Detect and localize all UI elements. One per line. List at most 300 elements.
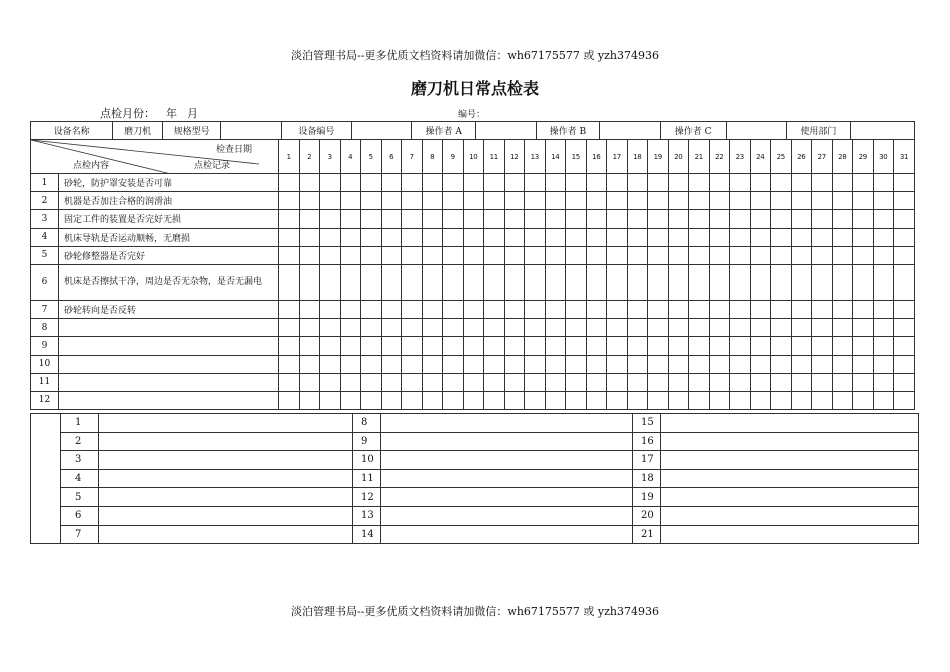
check-cell[interactable] [320,210,341,228]
check-cell[interactable] [586,337,607,355]
check-cell[interactable] [873,391,894,409]
check-cell[interactable] [730,391,751,409]
check-cell[interactable] [504,319,525,337]
check-cell[interactable] [668,264,689,300]
check-cell[interactable] [668,246,689,264]
check-cell[interactable] [853,174,874,192]
note-field[interactable] [381,469,633,488]
check-cell[interactable] [340,264,361,300]
check-cell[interactable] [586,174,607,192]
check-cell[interactable] [279,355,300,373]
check-cell[interactable] [443,228,464,246]
check-cell[interactable] [545,355,566,373]
check-cell[interactable] [504,337,525,355]
check-cell[interactable] [422,192,443,210]
check-cell[interactable] [750,246,771,264]
check-cell[interactable] [525,337,546,355]
check-cell[interactable] [689,174,710,192]
note-field[interactable] [661,451,919,470]
check-cell[interactable] [504,174,525,192]
check-cell[interactable] [894,246,915,264]
check-cell[interactable] [299,228,320,246]
check-cell[interactable] [894,228,915,246]
note-field[interactable] [661,469,919,488]
check-cell[interactable] [771,246,792,264]
check-cell[interactable] [668,373,689,391]
check-cell[interactable] [279,264,300,300]
check-cell[interactable] [689,192,710,210]
check-cell[interactable] [730,264,751,300]
check-cell[interactable] [627,300,648,318]
check-cell[interactable] [730,174,751,192]
check-cell[interactable] [566,391,587,409]
check-cell[interactable] [812,355,833,373]
check-cell[interactable] [894,210,915,228]
check-cell[interactable] [402,337,423,355]
check-cell[interactable] [730,300,751,318]
check-cell[interactable] [340,337,361,355]
check-cell[interactable] [443,264,464,300]
check-cell[interactable] [771,174,792,192]
check-cell[interactable] [504,264,525,300]
check-cell[interactable] [586,373,607,391]
check-cell[interactable] [771,355,792,373]
check-cell[interactable] [484,174,505,192]
check-cell[interactable] [463,300,484,318]
check-cell[interactable] [566,264,587,300]
equipment-no-value[interactable] [351,122,412,139]
check-cell[interactable] [607,174,628,192]
check-cell[interactable] [484,373,505,391]
check-cell[interactable] [402,319,423,337]
check-cell[interactable] [812,319,833,337]
check-cell[interactable] [873,174,894,192]
check-cell[interactable] [709,210,730,228]
check-cell[interactable] [545,174,566,192]
check-cell[interactable] [525,300,546,318]
check-cell[interactable] [832,373,853,391]
check-cell[interactable] [566,210,587,228]
note-field[interactable] [99,506,353,525]
check-cell[interactable] [361,174,382,192]
check-cell[interactable] [812,174,833,192]
check-cell[interactable] [812,337,833,355]
check-cell[interactable] [586,210,607,228]
check-cell[interactable] [340,174,361,192]
check-cell[interactable] [832,174,853,192]
check-cell[interactable] [402,210,423,228]
check-cell[interactable] [689,373,710,391]
check-cell[interactable] [381,355,402,373]
check-cell[interactable] [320,192,341,210]
check-cell[interactable] [791,355,812,373]
check-cell[interactable] [832,319,853,337]
check-cell[interactable] [381,264,402,300]
check-cell[interactable] [279,174,300,192]
check-cell[interactable] [730,192,751,210]
check-cell[interactable] [873,210,894,228]
check-cell[interactable] [832,355,853,373]
check-cell[interactable] [791,246,812,264]
check-cell[interactable] [463,192,484,210]
note-field[interactable] [381,432,633,451]
check-cell[interactable] [463,174,484,192]
check-cell[interactable] [402,373,423,391]
check-cell[interactable] [504,355,525,373]
check-cell[interactable] [791,174,812,192]
check-cell[interactable] [443,300,464,318]
note-field[interactable] [381,506,633,525]
check-cell[interactable] [668,355,689,373]
check-cell[interactable] [566,355,587,373]
check-cell[interactable] [463,337,484,355]
check-cell[interactable] [463,246,484,264]
check-cell[interactable] [730,319,751,337]
check-cell[interactable] [668,337,689,355]
check-cell[interactable] [750,391,771,409]
check-cell[interactable] [361,246,382,264]
check-cell[interactable] [320,337,341,355]
check-cell[interactable] [402,355,423,373]
check-cell[interactable] [853,210,874,228]
check-cell[interactable] [463,210,484,228]
check-cell[interactable] [873,264,894,300]
check-cell[interactable] [361,391,382,409]
check-cell[interactable] [545,373,566,391]
check-cell[interactable] [853,391,874,409]
check-cell[interactable] [873,337,894,355]
check-cell[interactable] [279,210,300,228]
check-cell[interactable] [873,228,894,246]
check-cell[interactable] [525,319,546,337]
check-cell[interactable] [853,319,874,337]
note-field[interactable] [99,525,353,544]
check-cell[interactable] [299,264,320,300]
check-cell[interactable] [668,192,689,210]
check-cell[interactable] [709,319,730,337]
check-cell[interactable] [648,246,669,264]
check-cell[interactable] [668,210,689,228]
check-cell[interactable] [381,300,402,318]
check-cell[interactable] [648,192,669,210]
check-cell[interactable] [812,228,833,246]
check-cell[interactable] [853,337,874,355]
check-cell[interactable] [730,337,751,355]
check-cell[interactable] [504,192,525,210]
note-field[interactable] [99,451,353,470]
check-cell[interactable] [791,319,812,337]
check-cell[interactable] [320,174,341,192]
check-cell[interactable] [607,300,628,318]
check-cell[interactable] [443,174,464,192]
check-cell[interactable] [771,264,792,300]
check-cell[interactable] [750,264,771,300]
check-cell[interactable] [566,337,587,355]
check-cell[interactable] [299,337,320,355]
check-cell[interactable] [607,373,628,391]
check-cell[interactable] [279,228,300,246]
check-cell[interactable] [463,264,484,300]
check-cell[interactable] [443,391,464,409]
check-cell[interactable] [320,246,341,264]
check-cell[interactable] [750,300,771,318]
check-cell[interactable] [627,319,648,337]
check-cell[interactable] [586,391,607,409]
note-field[interactable] [661,488,919,507]
check-cell[interactable] [832,264,853,300]
check-cell[interactable] [525,373,546,391]
check-cell[interactable] [812,246,833,264]
check-cell[interactable] [791,373,812,391]
check-cell[interactable] [627,246,648,264]
check-cell[interactable] [853,264,874,300]
check-cell[interactable] [279,319,300,337]
check-cell[interactable] [873,192,894,210]
check-cell[interactable] [791,391,812,409]
check-cell[interactable] [791,337,812,355]
check-cell[interactable] [709,355,730,373]
check-cell[interactable] [504,373,525,391]
note-field[interactable] [661,506,919,525]
check-cell[interactable] [812,391,833,409]
check-cell[interactable] [443,210,464,228]
check-cell[interactable] [607,210,628,228]
check-cell[interactable] [545,246,566,264]
check-cell[interactable] [709,300,730,318]
check-cell[interactable] [525,355,546,373]
check-cell[interactable] [484,228,505,246]
note-field[interactable] [99,469,353,488]
check-cell[interactable] [894,373,915,391]
check-cell[interactable] [361,192,382,210]
check-cell[interactable] [402,391,423,409]
check-cell[interactable] [812,192,833,210]
check-cell[interactable] [607,355,628,373]
check-cell[interactable] [299,246,320,264]
note-field[interactable] [661,432,919,451]
check-cell[interactable] [648,337,669,355]
note-field[interactable] [99,414,353,433]
check-cell[interactable] [750,319,771,337]
check-cell[interactable] [627,337,648,355]
check-cell[interactable] [771,210,792,228]
check-cell[interactable] [730,210,751,228]
check-cell[interactable] [504,228,525,246]
check-cell[interactable] [586,192,607,210]
check-cell[interactable] [709,228,730,246]
check-cell[interactable] [894,264,915,300]
check-cell[interactable] [422,174,443,192]
check-cell[interactable] [730,373,751,391]
operator-c-value[interactable] [726,122,787,139]
check-cell[interactable] [627,373,648,391]
check-cell[interactable] [689,228,710,246]
check-cell[interactable] [709,246,730,264]
check-cell[interactable] [381,246,402,264]
check-cell[interactable] [812,210,833,228]
check-cell[interactable] [381,174,402,192]
check-cell[interactable] [299,373,320,391]
check-cell[interactable] [791,228,812,246]
check-cell[interactable] [750,355,771,373]
check-cell[interactable] [422,373,443,391]
check-cell[interactable] [832,300,853,318]
note-field[interactable] [381,488,633,507]
check-cell[interactable] [648,373,669,391]
check-cell[interactable] [525,228,546,246]
check-cell[interactable] [279,246,300,264]
check-cell[interactable] [402,192,423,210]
check-cell[interactable] [832,210,853,228]
check-cell[interactable] [812,264,833,300]
check-cell[interactable] [709,264,730,300]
note-field[interactable] [99,488,353,507]
check-cell[interactable] [381,319,402,337]
check-cell[interactable] [361,355,382,373]
check-cell[interactable] [340,300,361,318]
check-cell[interactable] [648,319,669,337]
check-cell[interactable] [566,174,587,192]
check-cell[interactable] [299,391,320,409]
check-cell[interactable] [463,355,484,373]
check-cell[interactable] [279,300,300,318]
check-cell[interactable] [525,391,546,409]
note-field[interactable] [381,414,633,433]
check-cell[interactable] [894,319,915,337]
check-cell[interactable] [730,355,751,373]
check-cell[interactable] [771,373,792,391]
check-cell[interactable] [443,319,464,337]
check-cell[interactable] [689,264,710,300]
check-cell[interactable] [299,192,320,210]
check-cell[interactable] [853,228,874,246]
check-cell[interactable] [648,174,669,192]
check-cell[interactable] [340,391,361,409]
check-cell[interactable] [873,300,894,318]
check-cell[interactable] [832,228,853,246]
check-cell[interactable] [853,192,874,210]
check-cell[interactable] [361,319,382,337]
check-cell[interactable] [422,300,443,318]
check-cell[interactable] [299,174,320,192]
check-cell[interactable] [832,337,853,355]
check-cell[interactable] [894,355,915,373]
check-cell[interactable] [484,319,505,337]
check-cell[interactable] [422,246,443,264]
note-field[interactable] [661,414,919,433]
check-cell[interactable] [812,300,833,318]
check-cell[interactable] [504,210,525,228]
check-cell[interactable] [545,210,566,228]
check-cell[interactable] [443,373,464,391]
check-cell[interactable] [607,264,628,300]
check-cell[interactable] [299,355,320,373]
check-cell[interactable] [443,192,464,210]
check-cell[interactable] [484,300,505,318]
check-cell[interactable] [750,228,771,246]
check-cell[interactable] [422,210,443,228]
check-cell[interactable] [586,355,607,373]
check-cell[interactable] [607,391,628,409]
check-cell[interactable] [689,319,710,337]
check-cell[interactable] [668,174,689,192]
check-cell[interactable] [484,246,505,264]
check-cell[interactable] [853,355,874,373]
check-cell[interactable] [627,210,648,228]
check-cell[interactable] [340,228,361,246]
check-cell[interactable] [361,264,382,300]
check-cell[interactable] [484,192,505,210]
check-cell[interactable] [894,391,915,409]
check-cell[interactable] [894,337,915,355]
check-cell[interactable] [484,264,505,300]
check-cell[interactable] [279,373,300,391]
note-field[interactable] [381,525,633,544]
check-cell[interactable] [381,391,402,409]
check-cell[interactable] [340,319,361,337]
check-cell[interactable] [340,210,361,228]
check-cell[interactable] [627,355,648,373]
check-cell[interactable] [791,300,812,318]
check-cell[interactable] [504,246,525,264]
check-cell[interactable] [566,246,587,264]
check-cell[interactable] [586,264,607,300]
check-cell[interactable] [689,246,710,264]
check-cell[interactable] [361,210,382,228]
check-cell[interactable] [381,210,402,228]
check-cell[interactable] [771,391,792,409]
check-cell[interactable] [320,355,341,373]
check-cell[interactable] [484,355,505,373]
check-cell[interactable] [648,264,669,300]
check-cell[interactable] [525,264,546,300]
check-cell[interactable] [791,192,812,210]
check-cell[interactable] [648,391,669,409]
check-cell[interactable] [422,264,443,300]
check-cell[interactable] [771,337,792,355]
check-cell[interactable] [668,319,689,337]
check-cell[interactable] [709,373,730,391]
check-cell[interactable] [320,264,341,300]
check-cell[interactable] [525,210,546,228]
check-cell[interactable] [525,174,546,192]
check-cell[interactable] [709,192,730,210]
check-cell[interactable] [320,373,341,391]
check-cell[interactable] [361,300,382,318]
check-cell[interactable] [586,246,607,264]
check-cell[interactable] [771,192,792,210]
check-cell[interactable] [545,192,566,210]
operator-a-value[interactable] [475,122,536,139]
check-cell[interactable] [668,300,689,318]
check-cell[interactable] [422,355,443,373]
check-cell[interactable] [504,391,525,409]
check-cell[interactable] [689,300,710,318]
check-cell[interactable] [627,391,648,409]
check-cell[interactable] [566,228,587,246]
check-cell[interactable] [504,300,525,318]
check-cell[interactable] [545,264,566,300]
check-cell[interactable] [627,192,648,210]
check-cell[interactable] [730,228,751,246]
check-cell[interactable] [689,210,710,228]
check-cell[interactable] [463,373,484,391]
check-cell[interactable] [422,228,443,246]
check-cell[interactable] [812,373,833,391]
check-cell[interactable] [320,300,341,318]
check-cell[interactable] [750,174,771,192]
check-cell[interactable] [730,246,751,264]
